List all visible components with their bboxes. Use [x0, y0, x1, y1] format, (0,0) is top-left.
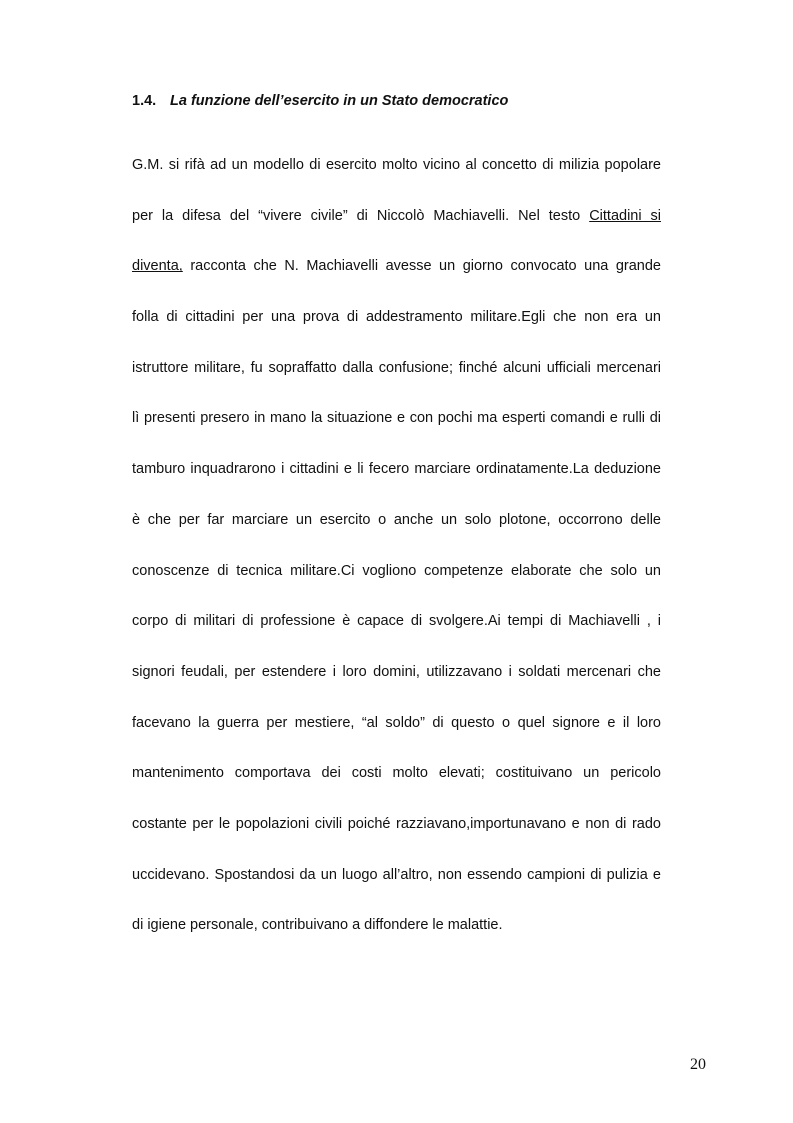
- text-line: tamburo inquadrarono i cittadini e li fecero marciare ordinatamente.La deduzione: [132, 461, 661, 478]
- text-line: signori feudali, per estendere i loro domini, utilizzavano i soldati mercenari che: [132, 663, 661, 680]
- text-line: facevano la guerra per mestiere, “al soldo” di questo o quel signore e il loro: [132, 714, 661, 731]
- section-title: La funzione dell’esercito in un Stato democratico: [170, 93, 509, 109]
- body-paragraph: [132, 140, 661, 951]
- text-line: uccidevano. Spostandosi da un luogo all’altro, non essendo campioni di pulizia e: [132, 866, 661, 883]
- text-fragment: racconta che N. Machiavelli avesse un giorno convocato una grande: [182, 258, 661, 275]
- book-title-part-1: Cittadini si: [589, 207, 661, 224]
- text-line: G.M. si rifà ad un modello di esercito molto vicino al concetto di milizia popolare: [132, 157, 661, 173]
- text-line: costante per le popolazioni civili poiché razziavano,importunavano e non di rado: [132, 815, 661, 832]
- text-fragment: per la difesa del “vivere civile” di Niccolò Machiavelli. Nel testo: [132, 207, 590, 224]
- text-line: folla di cittadini per una prova di addestramento militare.Egli che non era un: [132, 309, 661, 326]
- page-number: 20: [690, 1056, 706, 1073]
- section-number: 1.4.: [132, 93, 157, 109]
- section-heading: [132, 93, 672, 109]
- text-line: [132, 241, 661, 292]
- text-line: di igiene personale, contribuivano a diffondere le malattie.: [132, 917, 503, 934]
- text-line: lì presenti presero in mano la situazione e con pochi ma esperti comandi e rulli di: [132, 410, 661, 427]
- text-line: istruttore militare, fu sopraffatto dalla confusione; finché alcuni ufficiali mercenari: [132, 359, 661, 376]
- book-title-part-2: diventa,: [132, 258, 183, 275]
- text-line: corpo di militari di professione è capace di svolgere.Ai tempi di Machiavelli , i: [132, 613, 661, 630]
- text-line: conoscenze di tecnica militare.Ci vogliono competenze elaborate che solo un: [132, 562, 661, 579]
- text-line: [132, 191, 661, 242]
- text-line: è che per far marciare un esercito o anche un solo plotone, occorrono delle: [132, 511, 661, 528]
- text-line: mantenimento comportava dei costi molto elevati; costituivano un pericolo: [132, 765, 661, 782]
